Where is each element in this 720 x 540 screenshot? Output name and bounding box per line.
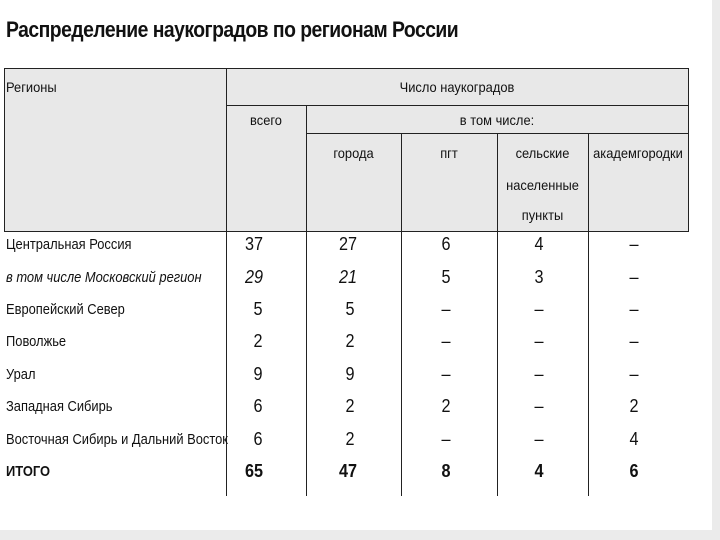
row-total: 6 (253, 396, 263, 416)
row-total: 9 (253, 364, 263, 384)
row-cities: 47 (338, 461, 358, 481)
row-total: 5 (253, 299, 263, 319)
row-total: 29 (244, 267, 264, 287)
row-region-central: Центральная Россия (6, 236, 132, 253)
row-rural: 4 (534, 461, 544, 481)
row-academ: 6 (629, 461, 639, 481)
col-divider-cities (401, 133, 402, 496)
table-left-border (4, 68, 5, 232)
table-right-border (688, 68, 689, 232)
row-rural: – (534, 331, 544, 351)
row-region-moscow: в том числе Московский регион (6, 269, 202, 286)
row-pgt: 8 (441, 461, 451, 481)
row-cities: 9 (345, 364, 355, 384)
row-academ: 4 (629, 429, 639, 449)
row-rural: 4 (534, 234, 544, 254)
header-rule-count (226, 105, 688, 106)
header-rural-line2: населенные (506, 177, 579, 193)
row-region-volga: Поволжье (6, 333, 67, 350)
row-rural: – (534, 364, 544, 384)
header-including: в том числе: (459, 112, 535, 128)
row-pgt: – (441, 299, 451, 319)
row-rural: 3 (534, 267, 544, 287)
col-divider-total (306, 105, 307, 496)
row-region-ural: Урал (6, 366, 36, 383)
row-region-total: ИТОГО (6, 463, 51, 480)
row-cities: 2 (345, 396, 355, 416)
row-total: 6 (253, 429, 263, 449)
header-count: Число наукоградов (399, 79, 515, 95)
header-regions: Регионы (6, 79, 57, 95)
row-academ: – (629, 299, 639, 319)
row-academ: 2 (629, 396, 639, 416)
row-region-north: Европейский Север (6, 301, 125, 318)
row-pgt: 2 (441, 396, 451, 416)
col-divider-rural (588, 133, 589, 496)
header-bottom-border (4, 231, 688, 232)
row-total: 65 (244, 461, 264, 481)
row-cities: 27 (338, 234, 358, 254)
slide-edge (712, 0, 720, 540)
header-rural-line1: сельские (515, 145, 570, 161)
row-pgt: 5 (441, 267, 451, 287)
row-rural: – (534, 299, 544, 319)
row-cities: 2 (345, 331, 355, 351)
header-pgt: пгт (440, 145, 458, 161)
header-rural-line3: пункты (521, 207, 564, 223)
page-title: Распределение наукоградов по регионам России (6, 17, 459, 42)
row-pgt: – (441, 429, 451, 449)
col-divider-pgt (497, 133, 498, 496)
row-cities: 5 (345, 299, 355, 319)
row-rural: – (534, 396, 544, 416)
row-rural: – (534, 429, 544, 449)
row-academ: – (629, 234, 639, 254)
row-pgt: – (441, 331, 451, 351)
row-total: 2 (253, 331, 263, 351)
row-pgt: – (441, 364, 451, 384)
row-academ: – (629, 267, 639, 287)
row-total: 37 (244, 234, 264, 254)
row-pgt: 6 (441, 234, 451, 254)
row-region-west-siberia: Западная Сибирь (6, 398, 113, 415)
header-cities: города (333, 145, 374, 161)
row-academ: – (629, 331, 639, 351)
row-cities: 21 (338, 267, 358, 287)
header-total: всего (250, 112, 282, 128)
row-cities: 2 (345, 429, 355, 449)
table-top-border (4, 68, 688, 69)
row-region-east-siberia: Восточная Сибирь и Дальний Восток (6, 431, 228, 448)
header-academ: академгородки (593, 145, 683, 161)
row-academ: – (629, 364, 639, 384)
